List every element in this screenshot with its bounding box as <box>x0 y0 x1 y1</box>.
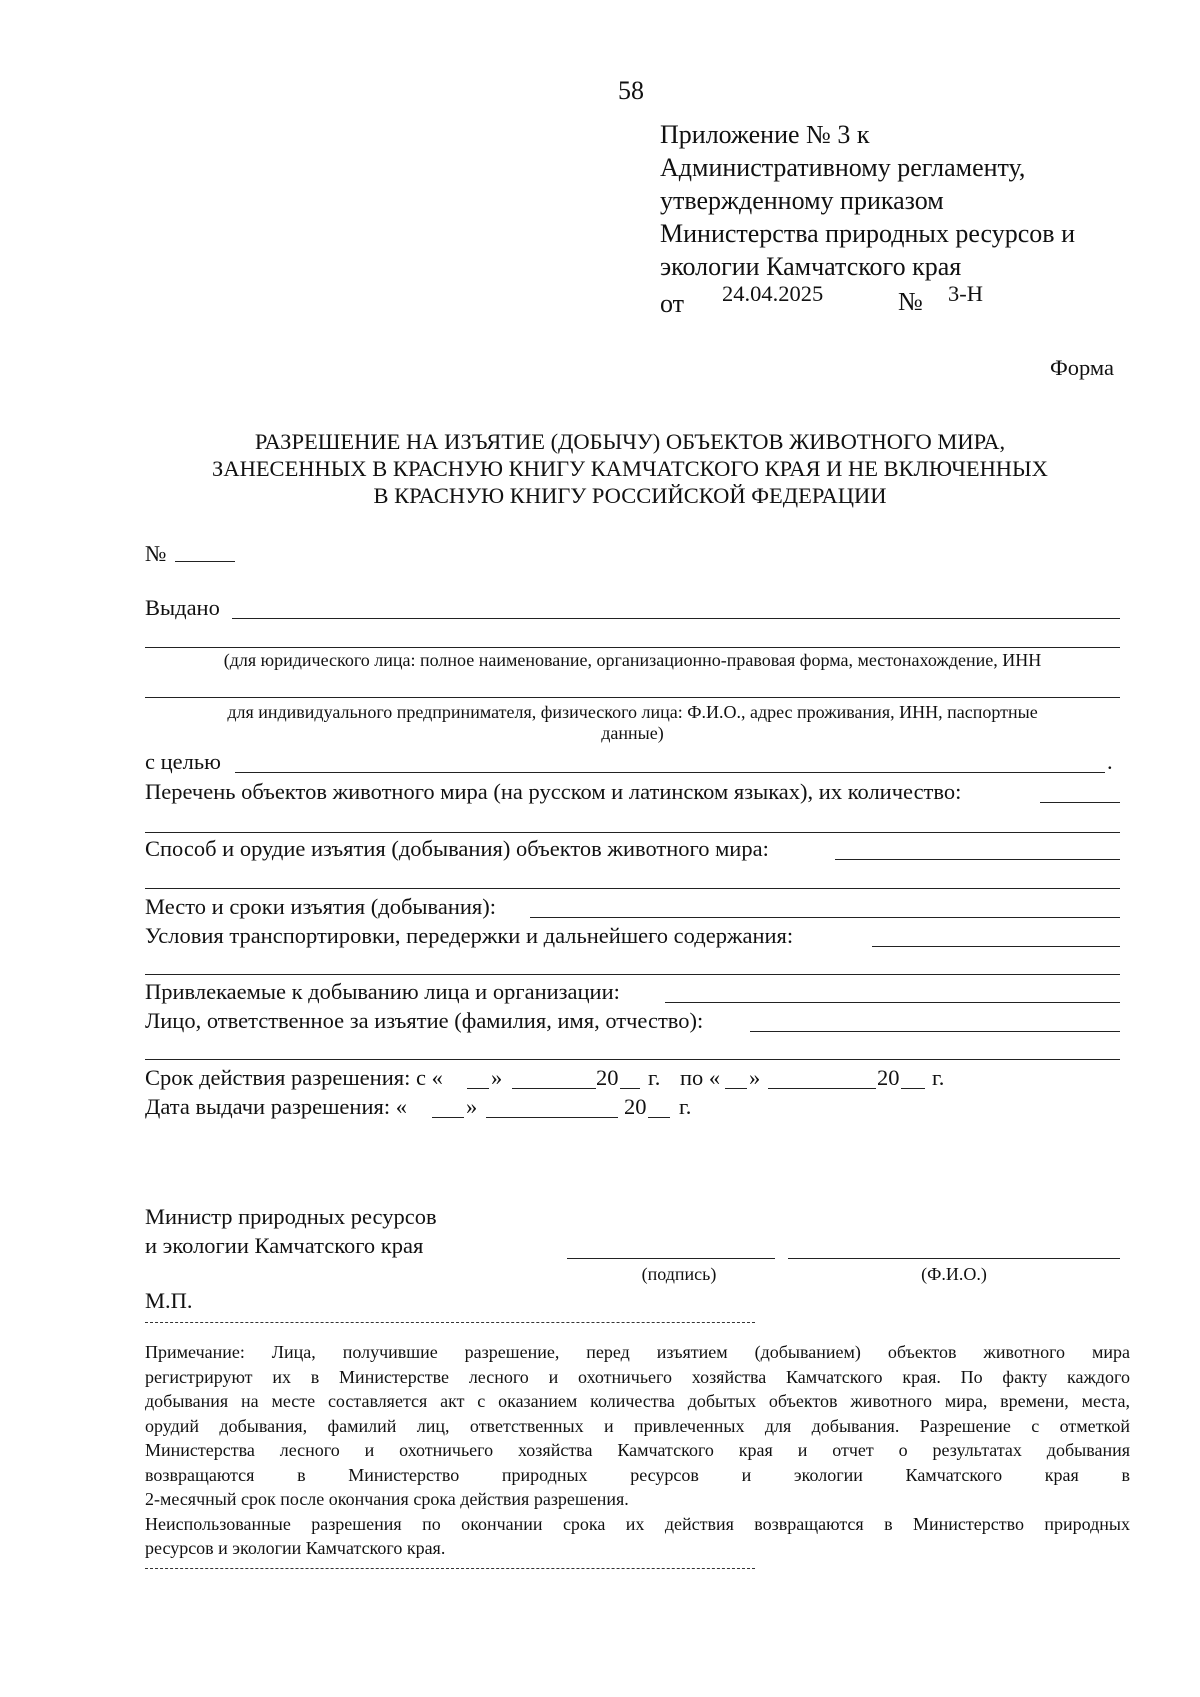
validity-from-day[interactable] <box>467 1088 489 1089</box>
signature-field[interactable] <box>567 1258 775 1259</box>
stamp-label: М.П. <box>145 1288 193 1313</box>
validity-from-year[interactable] <box>620 1088 640 1089</box>
method-label: Способ и орудие изъятия (добывания) объектов животного мира: <box>145 836 769 861</box>
validity-to-label: по « <box>680 1065 721 1090</box>
appendix-date: 24.04.2025 <box>722 281 824 306</box>
note-line: орудий добывания, фамилий лиц, ответственных и привлеченных для добывания. Разрешение с отметкой <box>145 1415 1130 1436</box>
method-field[interactable] <box>835 859 1120 860</box>
purpose-period: . <box>1107 749 1113 774</box>
place-field[interactable] <box>530 917 1120 918</box>
issued-field-line-3[interactable] <box>145 697 1120 698</box>
permit-number-label: № <box>145 541 167 566</box>
title-line: РАЗРЕШЕНИЕ НА ИЗЪЯТИЕ (ДОБЫЧУ) ОБЪЕКТОВ ЖИВОТНОГО МИРА, <box>254 429 1006 454</box>
issue-date-label: Дата выдачи разрешения: « <box>145 1094 407 1119</box>
appendix-line: Министерства природных ресурсов и <box>660 219 1075 248</box>
appendix-line: экологии Камчатского края <box>660 252 962 281</box>
objects-field[interactable] <box>1040 802 1120 803</box>
issued-field-line-2[interactable] <box>145 647 1120 648</box>
validity-to-year[interactable] <box>901 1088 925 1089</box>
individual-hint-continuation: данные) <box>601 723 664 743</box>
title-line: ЗАНЕСЕННЫХ В КРАСНУЮ КНИГУ КАМЧАТСКОГО КРАЯ И НЕ ВКЛЮЧЕННЫХ <box>212 456 1048 481</box>
note-line: 2-месячный срок после окончания срока действия разрешения. <box>145 1489 629 1509</box>
title-line: В КРАСНУЮ КНИГУ РОССИЙСКОЙ ФЕДЕРАЦИИ <box>373 483 887 508</box>
appendix-number: 3-Н <box>948 281 983 306</box>
involved-label: Привлекаемые к добыванию лица и организации: <box>145 979 620 1004</box>
fio-hint: (Ф.И.О.) <box>921 1264 987 1284</box>
objects-field-line-2[interactable] <box>145 832 1120 833</box>
validity-to-day[interactable] <box>725 1088 747 1089</box>
validity-label: Срок действия разрешения: с « <box>145 1065 443 1090</box>
minister-title-line: Министр природных ресурсов <box>145 1204 437 1229</box>
transport-field[interactable] <box>872 946 1120 947</box>
issue-year-prefix: 20 <box>624 1094 647 1119</box>
form-label: Форма <box>1050 355 1115 380</box>
validity-year-suffix: г. <box>932 1065 945 1090</box>
minister-title-line: и экологии Камчатского края <box>145 1233 424 1258</box>
validity-to-month[interactable] <box>768 1088 876 1089</box>
validity-year-prefix: 20 <box>596 1065 619 1090</box>
responsible-field-line-2[interactable] <box>145 1059 1120 1060</box>
note-line: возвращаются в Министерство природных ресурсов и экологии Камчатского края в <box>145 1464 1130 1485</box>
place-label: Место и сроки изъятия (добывания): <box>145 894 497 919</box>
appendix-date-prefix: от <box>660 289 685 318</box>
validity-year-suffix: г. <box>648 1065 661 1090</box>
appendix-number-prefix: № <box>898 287 923 316</box>
validity-year-prefix: 20 <box>877 1065 900 1090</box>
individual-hint: для индивидуального предпринимателя, физического лица: Ф.И.О., адрес проживания, ИНН, паспортные <box>227 702 1038 722</box>
note-separator-top <box>145 1322 755 1323</box>
note-line: добывания на месте составляется акт с оказанием количества добытых объектов животного мира, времени, места, <box>145 1391 1130 1411</box>
note-line: Неиспользованные разрешения по окончании срока их действия возвращаются в Министерство природных <box>145 1513 1130 1534</box>
method-field-line-2[interactable] <box>145 888 1120 889</box>
objects-label: Перечень объектов животного мира (на русском и латинском языках), их количество: <box>145 779 962 804</box>
issued-field[interactable] <box>232 618 1120 619</box>
responsible-field[interactable] <box>750 1031 1120 1032</box>
issue-year-suffix: г. <box>679 1094 692 1119</box>
note-line: Примечание: Лица, получившие разрешение, перед изъятием (добыванием) объектов животного мира <box>145 1342 1130 1362</box>
transport-label: Условия транспортировки, передержки и дальнейшего содержания: <box>145 923 794 948</box>
issue-month-field[interactable] <box>486 1117 618 1118</box>
purpose-label: с целью <box>145 749 221 774</box>
transport-field-line-2[interactable] <box>145 974 1120 975</box>
appendix-line: Административному регламенту, <box>660 153 1026 182</box>
involved-field[interactable] <box>665 1002 1120 1003</box>
note-line: ресурсов и экологии Камчатского края. <box>145 1538 446 1558</box>
permit-number-field[interactable] <box>175 561 235 562</box>
issue-day-field[interactable] <box>432 1117 464 1118</box>
validity-quote: » <box>491 1065 503 1090</box>
legal-entity-hint: (для юридического лица: полное наименование, организационно-правовая форма, местонахождение, ИНН <box>223 650 1042 670</box>
issued-label: Выдано <box>145 595 220 620</box>
appendix-line: Приложение № 3 к <box>660 120 870 149</box>
issue-year-field[interactable] <box>648 1117 670 1118</box>
note-block <box>145 1340 1130 1561</box>
note-line: Министерства лесного и охотничьего хозяйства Камчатского края и отчет о результатах добывания <box>145 1440 1130 1460</box>
fio-field[interactable] <box>788 1258 1120 1259</box>
note-separator-bottom <box>145 1568 755 1569</box>
responsible-label: Лицо, ответственное за изъятие (фамилия, имя, отчество): <box>145 1008 704 1033</box>
signature-hint: (подпись) <box>641 1264 717 1284</box>
validity-from-month[interactable] <box>512 1088 596 1089</box>
purpose-field[interactable] <box>235 772 1105 773</box>
appendix-line: утвержденному приказом <box>660 186 944 215</box>
note-line: регистрируют их в Министерстве лесного и охотничьего хозяйства Камчатского края. По факту каждого <box>145 1366 1130 1387</box>
page-number: 58 <box>618 76 644 105</box>
issue-quote: » <box>466 1094 478 1119</box>
validity-quote: » <box>749 1065 761 1090</box>
